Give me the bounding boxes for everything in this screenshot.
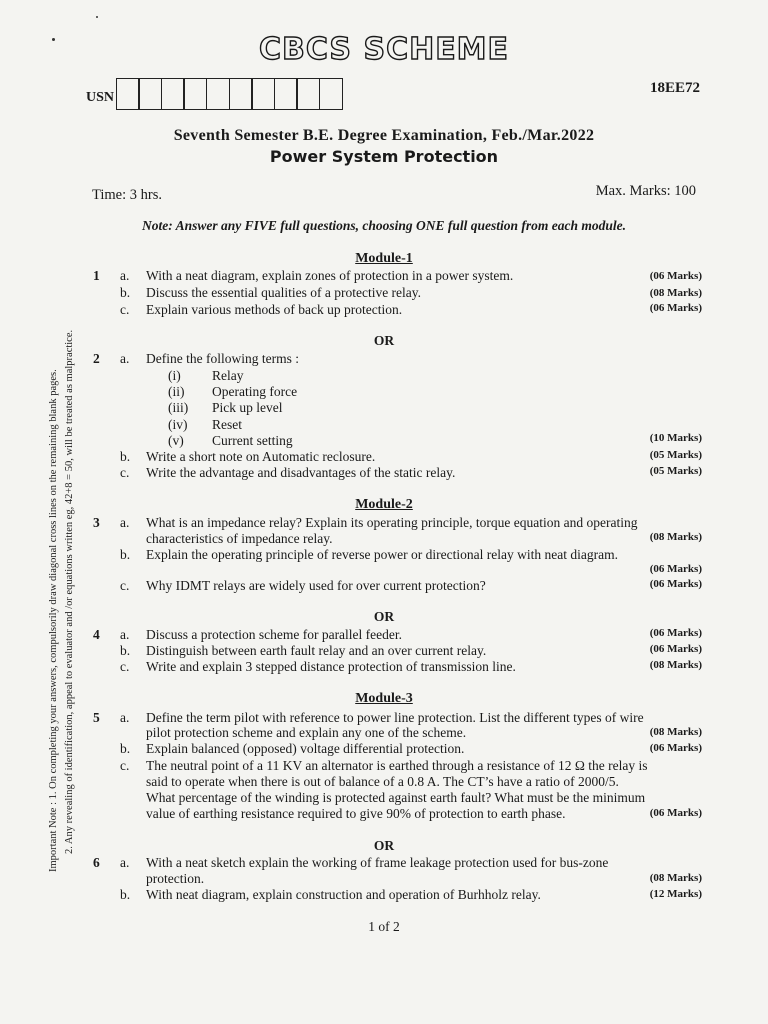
sub-label: c. xyxy=(120,578,130,593)
sub-label: a. xyxy=(120,627,130,642)
max-marks: Max. Marks: 100 xyxy=(595,183,696,199)
term-text: Reset xyxy=(212,417,242,432)
marks-label: (12 Marks) xyxy=(649,888,702,900)
exam-title: Seventh Semester B.E. Degree Examination, Feb./Mar.2022 xyxy=(173,127,595,144)
subject-title: Power System Protection xyxy=(269,147,499,166)
time-allowed: Time: 3 hrs. xyxy=(92,187,162,203)
marks-label: (05 Marks) xyxy=(649,465,702,477)
sub-label: b. xyxy=(120,887,131,902)
subject-code: 18EE72 xyxy=(649,80,700,96)
usn-box xyxy=(116,78,140,110)
question-text: Discuss a protection scheme for parallel feeder. xyxy=(146,627,403,642)
or-separator: OR xyxy=(373,838,395,853)
term-text: Relay xyxy=(212,368,244,383)
sub-label: c. xyxy=(120,758,130,773)
sub-label: a. xyxy=(120,855,130,870)
marks-label: (06 Marks) xyxy=(649,302,702,314)
usn-box xyxy=(138,78,162,110)
side-note-line-1: Important Note : 1. On completing your answers, compulsorily draw diagonal cross lines on the remaining blank pages. xyxy=(48,369,59,872)
sub-label: b. xyxy=(120,547,131,562)
sub-label: b. xyxy=(120,285,131,300)
sub-label: a. xyxy=(120,351,130,366)
marks-label: (08 Marks) xyxy=(649,287,702,299)
sub-label: a. xyxy=(120,515,130,530)
sub-label: c. xyxy=(120,465,130,480)
question-text: Define the following terms : xyxy=(146,351,299,366)
sub-label: a. xyxy=(120,268,130,283)
usn-box xyxy=(251,78,275,110)
usn-box xyxy=(183,78,207,110)
usn-box xyxy=(229,78,253,110)
term-text: Operating force xyxy=(212,384,298,399)
term-text: Current setting xyxy=(212,433,293,448)
side-note-line-2: 2. Any revealing of identification, appeal to evaluator and /or equations written eg, 42+8 = 50, will be treated as malpractice. xyxy=(64,329,75,854)
sub-label: a. xyxy=(120,710,130,725)
question-text: Why IDMT relays are widely used for over current protection? xyxy=(146,578,486,593)
question-text: Discuss the essential qualities of a protective relay. xyxy=(146,285,422,300)
question-text: Write and explain 3 stepped distance protection of transmission line. xyxy=(146,659,516,674)
question-number: 1 xyxy=(93,268,100,283)
question-text: Explain balanced (opposed) voltage differential protection. xyxy=(146,741,465,756)
term-number: (iv) xyxy=(168,417,188,432)
usn-box xyxy=(319,78,343,110)
usn-box xyxy=(161,78,185,110)
question-text: With a neat diagram, explain zones of protection in a power system. xyxy=(146,268,514,283)
marks-label: (06 Marks) xyxy=(649,563,702,575)
marks-label: (06 Marks) xyxy=(649,627,702,639)
question-text: value of earthing resistance required to give 90% of protection to earth phase. xyxy=(146,806,566,821)
scan-speck xyxy=(96,16,98,18)
question-text: Distinguish between earth fault relay and an over current relay. xyxy=(146,643,487,658)
question-text: With neat diagram, explain construction and operation of Burhholz relay. xyxy=(146,887,541,902)
marks-label: (06 Marks) xyxy=(649,742,702,754)
question-text: The neutral point of a 11 KV an alternator is earthed through a resistance of 12 Ω the relay is xyxy=(146,758,648,773)
marks-label: (06 Marks) xyxy=(649,807,702,819)
marks-label: (10 Marks) xyxy=(649,432,702,444)
or-separator: OR xyxy=(373,333,395,348)
module-heading: Module-2 xyxy=(355,497,413,512)
side-important-note xyxy=(46,222,82,872)
or-separator: OR xyxy=(373,609,395,624)
sub-label: b. xyxy=(120,449,131,464)
marks-label: (05 Marks) xyxy=(649,449,702,461)
question-number: 5 xyxy=(93,710,100,725)
page-number: 1 of 2 xyxy=(368,919,400,934)
term-text: Pick up level xyxy=(212,400,283,415)
usn-box xyxy=(274,78,298,110)
question-number: 3 xyxy=(93,515,100,530)
term-number: (ii) xyxy=(168,384,185,399)
question-text: With a neat sketch explain the working of frame leakage protection used for bus-zone xyxy=(146,855,609,870)
question-text: What is an impedance relay? Explain its operating principle, torque equation and operating xyxy=(146,515,638,530)
question-text: said to operate when there is out of balance of a 0.8 A. The CT’s have a ratio of 2000/5. xyxy=(146,774,619,789)
module-heading: Module-3 xyxy=(355,691,413,706)
sub-label: c. xyxy=(120,659,130,674)
usn-box xyxy=(206,78,230,110)
question-number: 2 xyxy=(93,351,100,366)
sub-label: b. xyxy=(120,643,131,658)
question-number: 4 xyxy=(93,627,100,642)
marks-label: (08 Marks) xyxy=(649,872,702,884)
marks-label: (08 Marks) xyxy=(649,531,702,543)
scheme-heading: CBCS SCHEME xyxy=(258,32,510,67)
question-text: Write a short note on Automatic reclosure. xyxy=(146,449,376,464)
term-number: (iii) xyxy=(168,400,189,415)
usn-boxes xyxy=(117,78,343,110)
question-text: What percentage of the winding is protected against earth fault? What must be the minimum xyxy=(146,790,646,805)
marks-label: (08 Marks) xyxy=(649,659,702,671)
usn-label: USN xyxy=(86,90,115,105)
question-text: pilot protection scheme and explain any one of the scheme. xyxy=(146,725,467,740)
marks-label: (06 Marks) xyxy=(649,270,702,282)
marks-label: (08 Marks) xyxy=(649,726,702,738)
term-number: (i) xyxy=(168,368,181,383)
question-text: characteristics of impedance relay. xyxy=(146,531,333,546)
question-text: Explain the operating principle of reverse power or directional relay with neat diagram. xyxy=(146,547,618,562)
question-text: Write the advantage and disadvantages of the static relay. xyxy=(146,465,456,480)
sub-label: c. xyxy=(120,302,130,317)
question-text: protection. xyxy=(146,871,205,886)
term-number: (v) xyxy=(168,433,184,448)
marks-label: (06 Marks) xyxy=(649,643,702,655)
sub-label: b. xyxy=(120,741,131,756)
instructions-note: Note: Answer any FIVE full questions, choosing ONE full question from each module. xyxy=(141,218,627,233)
marks-label: (06 Marks) xyxy=(649,578,702,590)
question-text: Explain various methods of back up protection. xyxy=(146,302,403,317)
question-number: 6 xyxy=(93,855,100,870)
question-text: Define the term pilot with reference to power line protection. List the different types of wire xyxy=(146,710,644,725)
usn-box xyxy=(296,78,320,110)
module-heading: Module-1 xyxy=(355,251,413,266)
